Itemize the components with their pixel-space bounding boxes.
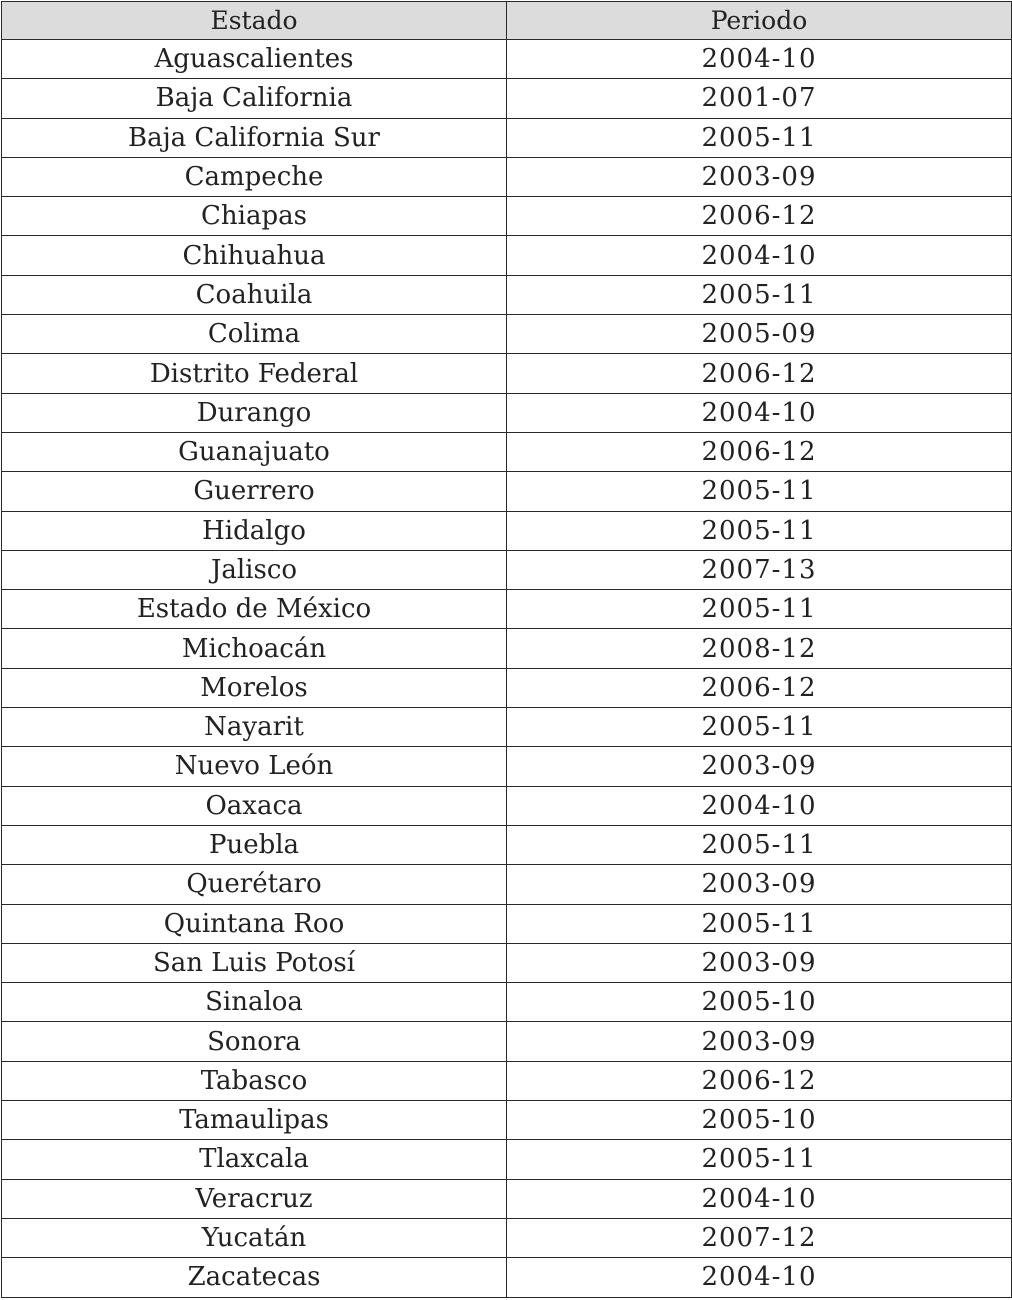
- estado-cell: Puebla: [2, 825, 507, 864]
- estado-cell: Chihuahua: [2, 236, 507, 275]
- estado-cell: Campeche: [2, 157, 507, 196]
- header-periodo: Periodo: [507, 2, 1012, 40]
- header-estado: Estado: [2, 2, 507, 40]
- estado-cell: Sonora: [2, 1022, 507, 1061]
- periodo-cell: 2006-12: [507, 197, 1012, 236]
- table-row: [2, 511, 1012, 550]
- periodo-cell: 2006-12: [507, 432, 1012, 471]
- estado-cell: Chiapas: [2, 197, 507, 236]
- periodo-cell: 2005-10: [507, 1101, 1012, 1140]
- table-row: [2, 865, 1012, 904]
- estado-cell: Michoacán: [2, 629, 507, 668]
- table-row: [2, 550, 1012, 589]
- periodo-cell: 2006-12: [507, 668, 1012, 707]
- estado-cell: Aguascalientes: [2, 40, 507, 79]
- table-row: [2, 708, 1012, 747]
- periodo-cell: 2001-07: [507, 79, 1012, 118]
- estado-cell: Baja California Sur: [2, 118, 507, 157]
- periodo-cell: 2004-10: [507, 236, 1012, 275]
- estado-cell: Sinaloa: [2, 983, 507, 1022]
- table-row: [2, 1218, 1012, 1257]
- table-row: [2, 236, 1012, 275]
- table-row: [2, 747, 1012, 786]
- table-row: [2, 118, 1012, 157]
- estado-cell: Tlaxcala: [2, 1140, 507, 1179]
- header-row: [2, 2, 1012, 40]
- periodo-cell: 2003-09: [507, 1022, 1012, 1061]
- periodo-cell: 2004-10: [507, 1179, 1012, 1218]
- periodo-cell: 2003-09: [507, 865, 1012, 904]
- estado-cell: San Luis Potosí: [2, 943, 507, 982]
- table-row: [2, 472, 1012, 511]
- periodo-cell: 2004-10: [507, 786, 1012, 825]
- periodo-cell: 2004-10: [507, 40, 1012, 79]
- table-row: [2, 943, 1012, 982]
- table-row: [2, 197, 1012, 236]
- estado-cell: Oaxaca: [2, 786, 507, 825]
- estado-cell: Durango: [2, 393, 507, 432]
- table-row: [2, 904, 1012, 943]
- periodo-cell: 2005-11: [507, 708, 1012, 747]
- table-row: [2, 157, 1012, 196]
- table-row: [2, 1140, 1012, 1179]
- table-row: [2, 668, 1012, 707]
- periodo-cell: 2006-12: [507, 1061, 1012, 1100]
- table-row: [2, 786, 1012, 825]
- estado-cell: Guanajuato: [2, 432, 507, 471]
- estado-cell: Tamaulipas: [2, 1101, 507, 1140]
- periodo-cell: 2003-09: [507, 157, 1012, 196]
- periodo-cell: 2007-13: [507, 550, 1012, 589]
- periodo-cell: 2005-11: [507, 275, 1012, 314]
- table-row: [2, 1101, 1012, 1140]
- periodo-cell: 2003-09: [507, 747, 1012, 786]
- periodo-cell: 2003-09: [507, 943, 1012, 982]
- periodo-cell: 2005-11: [507, 904, 1012, 943]
- table-row: [2, 315, 1012, 354]
- table-row: [2, 79, 1012, 118]
- estado-cell: Nuevo León: [2, 747, 507, 786]
- estado-cell: Querétaro: [2, 865, 507, 904]
- periodo-cell: 2005-11: [507, 1140, 1012, 1179]
- estado-cell: Jalisco: [2, 550, 507, 589]
- periodo-cell: 2005-11: [507, 472, 1012, 511]
- periodo-cell: 2008-12: [507, 629, 1012, 668]
- table-row: [2, 432, 1012, 471]
- table-row: [2, 629, 1012, 668]
- table-row: [2, 1061, 1012, 1100]
- table-row: [2, 983, 1012, 1022]
- periodo-cell: 2005-11: [507, 825, 1012, 864]
- periodo-cell: 2004-10: [507, 393, 1012, 432]
- estado-cell: Coahuila: [2, 275, 507, 314]
- table-row: [2, 275, 1012, 314]
- states-period-table: [1, 1, 1012, 1298]
- estado-cell: Colima: [2, 315, 507, 354]
- estado-cell: Distrito Federal: [2, 354, 507, 393]
- estado-cell: Tabasco: [2, 1061, 507, 1100]
- estado-cell: Estado de México: [2, 590, 507, 629]
- estado-cell: Hidalgo: [2, 511, 507, 550]
- estado-cell: Quintana Roo: [2, 904, 507, 943]
- estado-cell: Yucatán: [2, 1218, 507, 1257]
- periodo-cell: 2005-09: [507, 315, 1012, 354]
- table-row: [2, 1179, 1012, 1218]
- periodo-cell: 2004-10: [507, 1258, 1012, 1297]
- estado-cell: Zacatecas: [2, 1258, 507, 1297]
- periodo-cell: 2007-12: [507, 1218, 1012, 1257]
- periodo-cell: 2005-10: [507, 983, 1012, 1022]
- table-row: [2, 590, 1012, 629]
- periodo-cell: 2005-11: [507, 118, 1012, 157]
- table-header: [2, 2, 1012, 40]
- estado-cell: Guerrero: [2, 472, 507, 511]
- table-row: [2, 825, 1012, 864]
- table-row: [2, 40, 1012, 79]
- estado-cell: Morelos: [2, 668, 507, 707]
- estado-cell: Nayarit: [2, 708, 507, 747]
- periodo-cell: 2006-12: [507, 354, 1012, 393]
- periodo-cell: 2005-11: [507, 590, 1012, 629]
- table-row: [2, 1258, 1012, 1297]
- estado-cell: Veracruz: [2, 1179, 507, 1218]
- estado-cell: Baja California: [2, 79, 507, 118]
- table-row: [2, 354, 1012, 393]
- table-row: [2, 1022, 1012, 1061]
- periodo-cell: 2005-11: [507, 511, 1012, 550]
- table-row: [2, 393, 1012, 432]
- table-body: [2, 40, 1012, 1298]
